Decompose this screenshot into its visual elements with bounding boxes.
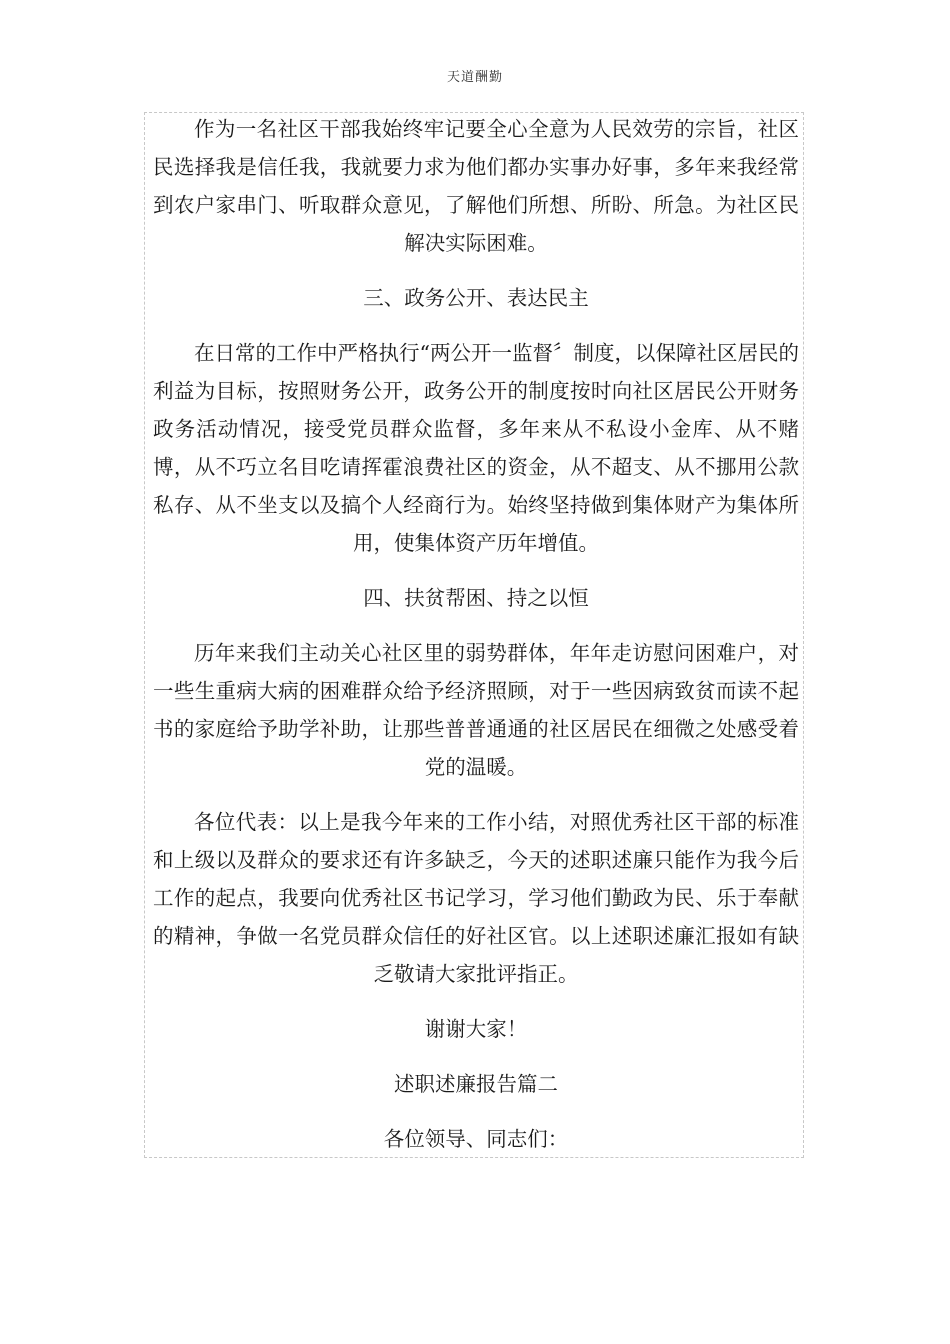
heading-poverty-relief: 四、扶贫帮困、持之以恒 <box>363 586 589 610</box>
page-header: 天道酬勤 <box>446 70 503 85</box>
paragraph-poverty-relief: 历年来我们主动关心社区里的弱势群体，年年走访慰问困难户，对一些生重病大病的困难群众给予经济照顾，对于一些因病致贫而读不起书的家庭给予助学补助，让那些普普通通的社区居民在细微之处感受着党的温暖。 <box>153 641 799 779</box>
paragraph-financial-openness: 在日常的工作中严格执行“两公开一监督〞制度，以保障社区居民的利益为目标，按照财务公开，政务公开的制度按时向社区居民公开财务政务活动情况，接受党员群众监督，多年来从不私设小金库、从不赌博，从不巧立名目吃请挥霍浪费社区的资金，从不超支、从不挪用公款私存、从不坐支以及搞个人经商行为。始终坚持做到集体财产为集体所用，使集体资产历年增值。 <box>153 341 799 555</box>
paragraph-summary: 各位代表：以上是我今年来的工作小结，对照优秀社区干部的标准和上级以及群众的要求还有许多缺乏，今天的述职述廉只能作为我今后工作的起点，我要向优秀社区书记学习，学习他们勤政为民、乐于奉献的精神，争做一名党员群众信任的好社区官。以上述职述廉汇报如有缺乏敬请大家批评指正。 <box>153 810 799 986</box>
thanks-line: 谢谢大家！ <box>424 1017 528 1041</box>
paragraph-community-service: 作为一名社区干部我始终牢记要全心全意为人民效劳的宗旨，社区民选择我是信任我，我就要力求为他们都办实事办好事，多年来我经常到农户家串门、听取群众意见，了解他们所想、所盼、所急。为社区民解决实际困难。 <box>153 117 799 255</box>
section-title: 述职述廉报告篇二 <box>394 1072 558 1096</box>
greeting-line: 各位领导、同志们： <box>383 1127 569 1151</box>
document-body <box>153 110 799 1175</box>
heading-transparency: 三、政务公开、表达民主 <box>363 286 589 310</box>
